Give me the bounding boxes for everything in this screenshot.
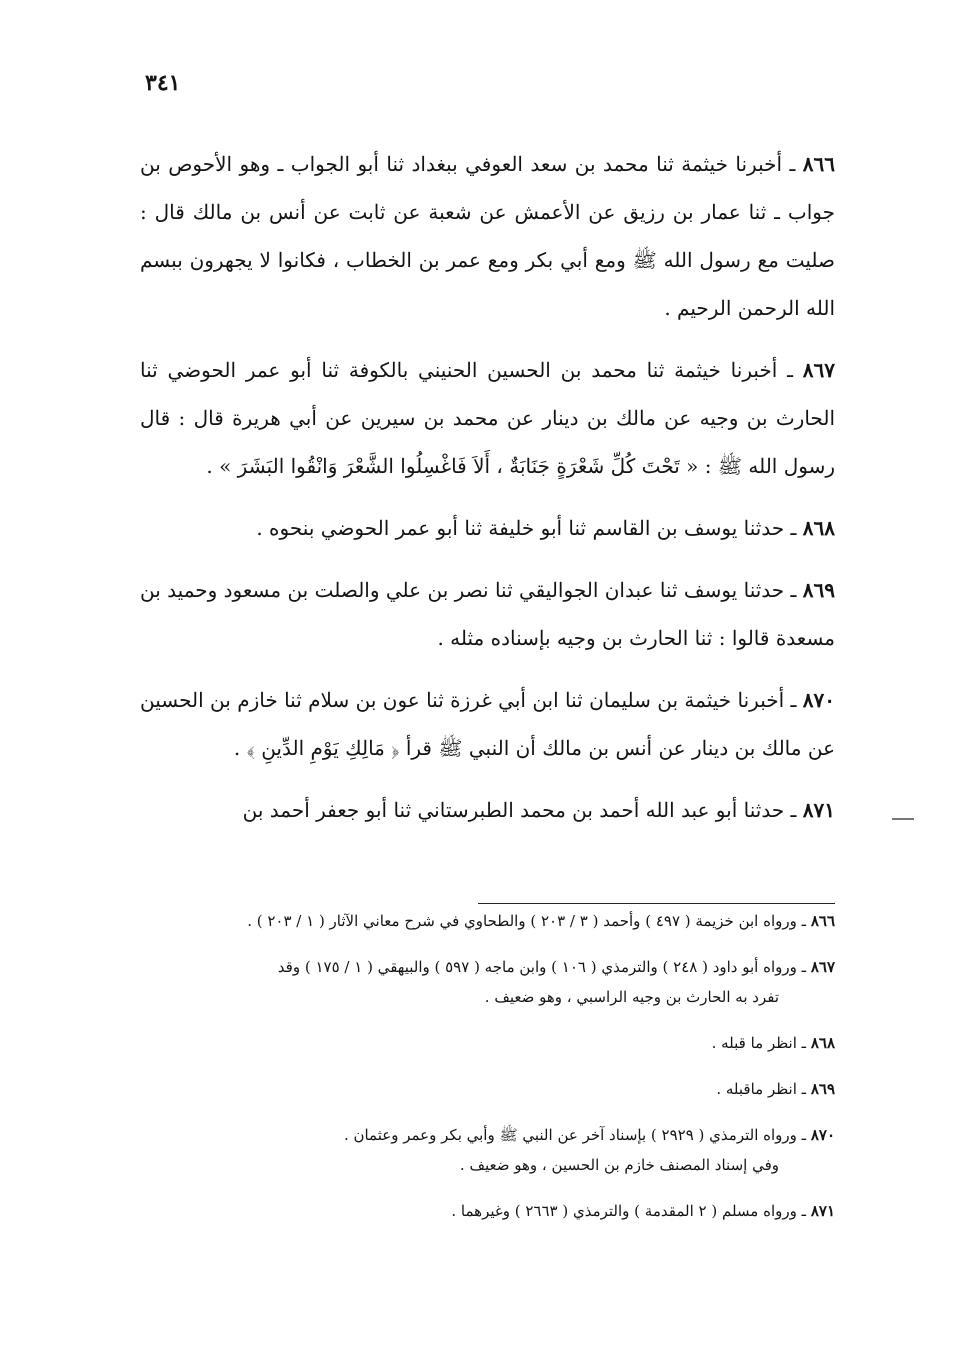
footnote-text: ـ ورواه أبو داود ( ٢٤٨ ) والترمذي ( ١٠٦ ) وابن ماجه ( ٥٩٧ ) والبيهقي ( ١ / ١٧٥ ) وقد bbox=[277, 958, 807, 976]
footnote-number: ٨٧٠ bbox=[810, 1126, 835, 1144]
hadith-number: ٨٧٠ bbox=[802, 688, 835, 712]
hadith-871 bbox=[140, 786, 835, 834]
footnote-text: ـ ورواه ابن خزيمة ( ٤٩٧ ) وأحمد ( ٣ / ٢٠٣ ) والطحاوي في شرح معاني الآثار ( ١ / ٢٠٣ ) . bbox=[247, 912, 807, 930]
hadith-number: ٨٧١ bbox=[802, 798, 835, 822]
footnote-continuation: وفي إسناد المصنف خازم بن الحسين ، وهو ضعيف . bbox=[459, 1156, 779, 1174]
footnote-number: ٨٦٧ bbox=[810, 958, 835, 976]
footnote-867 bbox=[140, 952, 835, 1012]
hadith-text: ـ أخبرنا خيثمة ثنا محمد بن سعد العوفي ببغداد ثنا أبو الجواب ـ وهو الأحوص بن جواب ـ ثنا عمار بن رزيق عن الأعمش عن شعبة عن ثابت عن أنس بن مالك قال : صليت مع رسول الله ﷺ ومع أبي بكر ومع عمر بن الخطاب ، فكانوا لا يجهرون ببسم الله الرحمن الرحيم . bbox=[140, 152, 835, 320]
hadith-867 bbox=[140, 346, 835, 490]
footnote-number: ٨٧١ bbox=[810, 1202, 835, 1220]
footnote-number: ٨٦٦ bbox=[810, 912, 835, 930]
footnote-868 bbox=[140, 1028, 835, 1058]
footnotes bbox=[140, 906, 835, 1242]
hadith-number: ٨٦٩ bbox=[802, 578, 836, 602]
footnote-870 bbox=[140, 1120, 835, 1180]
hadith-text: ـ أخبرنا خيثمة بن سليمان ثنا ابن أبي غرزة ثنا عون بن سلام ثنا خازم بن الحسين عن مالك بن دينار عن أنس بن مالك أن النبي ﷺ قرأ ﴿ مَالِكِ يَوْمِ الدِّينِ ﴾ . bbox=[140, 688, 835, 760]
footnote-continuation: تفرد به الحارث بن وجيه الراسبي ، وهو ضعيف . bbox=[484, 988, 779, 1006]
hadith-number: ٨٦٧ bbox=[802, 358, 835, 382]
footnote-869 bbox=[140, 1074, 835, 1104]
hadith-868 bbox=[140, 504, 835, 552]
footnote-866 bbox=[140, 906, 835, 936]
page-number: ٣٤١ bbox=[145, 70, 181, 96]
scan-edge-mark bbox=[892, 818, 914, 820]
footnote-text: ـ ورواه مسلم ( ٢ المقدمة ) والترمذي ( ٢٦٦٣ ) وغيرهما . bbox=[451, 1202, 807, 1220]
main-text bbox=[140, 140, 835, 848]
footnote-text: ـ انظر ماقبله . bbox=[716, 1080, 807, 1098]
hadith-number: ٨٦٨ bbox=[802, 516, 835, 540]
hadith-869 bbox=[140, 566, 835, 662]
hadith-text: ـ حدثنا يوسف ثنا عبدان الجواليقي ثنا نصر بن علي والصلت بن مسعود وحميد بن مسعدة قالوا : ثنا الحارث بن وجيه بإسناده مثله . bbox=[140, 578, 835, 650]
footnote-divider bbox=[478, 903, 835, 904]
footnote-text: ـ ورواه الترمذي ( ٢٩٢٩ ) بإسناد آخر عن النبي ﷺ وأبي بكر وعمر وعثمان . bbox=[343, 1126, 807, 1144]
hadith-870 bbox=[140, 676, 835, 772]
footnote-871 bbox=[140, 1196, 835, 1226]
hadith-number: ٨٦٦ bbox=[802, 152, 835, 176]
footnote-number: ٨٦٩ bbox=[810, 1080, 835, 1098]
hadith-866 bbox=[140, 140, 835, 332]
hadith-text: ـ حدثنا يوسف بن القاسم ثنا أبو خليفة ثنا أبو عمر الحوضي بنحوه . bbox=[256, 516, 797, 540]
hadith-text: ـ حدثنا أبو عبد الله أحمد بن محمد الطبرستاني ثنا أبو جعفر أحمد بن bbox=[242, 798, 797, 822]
footnote-text: ـ انظر ما قبله . bbox=[711, 1034, 807, 1052]
hadith-text: ـ أخبرنا خيثمة ثنا محمد بن الحسين الحنيني بالكوفة ثنا أبو عمر الحوضي ثنا الحارث بن وجيه عن مالك بن دينار عن محمد بن سيرين عن أبي هريرة قال : قال رسول الله ﷺ : « تَحْتَ كُلِّ شَعْرَةٍ جَنَابَةٌ ، أَلاَ فَاغْسِلُوا الشَّعْرَ وَانْقُوا البَشَرَ » . bbox=[140, 358, 835, 478]
footnote-number: ٨٦٨ bbox=[810, 1034, 835, 1052]
